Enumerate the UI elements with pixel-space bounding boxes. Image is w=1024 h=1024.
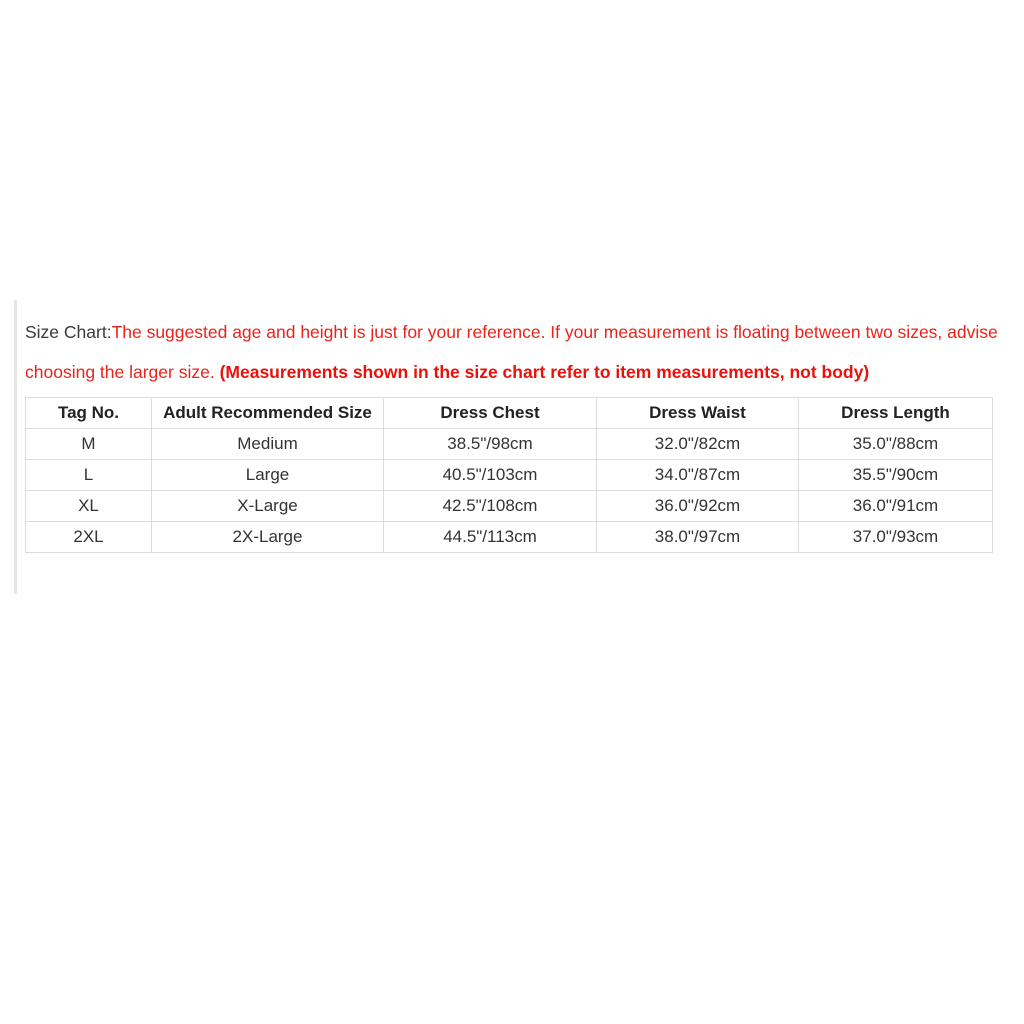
cell-recommended-size: Medium xyxy=(152,429,384,460)
cell-tag-no: 2XL xyxy=(26,522,152,553)
left-border-line xyxy=(14,300,17,594)
cell-dress-chest: 40.5"/103cm xyxy=(384,460,597,491)
table-row xyxy=(26,460,993,491)
table-row xyxy=(26,522,993,553)
table-row xyxy=(26,429,993,460)
cell-recommended-size: Large xyxy=(152,460,384,491)
notice-text: The suggested age and height is just for your reference. If your measurement is floating between two sizes, advise choosing the larger size. xyxy=(25,322,998,382)
cell-dress-length: 37.0"/93cm xyxy=(799,522,993,553)
cell-dress-waist: 32.0"/82cm xyxy=(597,429,799,460)
cell-dress-waist: 36.0"/92cm xyxy=(597,491,799,522)
cell-dress-chest: 38.5"/98cm xyxy=(384,429,597,460)
size-chart-notice xyxy=(25,312,1005,392)
cell-dress-chest: 42.5"/108cm xyxy=(384,491,597,522)
header-tag-no: Tag No. xyxy=(26,398,152,429)
cell-dress-length: 35.0"/88cm xyxy=(799,429,993,460)
cell-dress-chest: 44.5"/113cm xyxy=(384,522,597,553)
cell-dress-waist: 34.0"/87cm xyxy=(597,460,799,491)
cell-dress-waist: 38.0"/97cm xyxy=(597,522,799,553)
cell-dress-length: 36.0"/91cm xyxy=(799,491,993,522)
cell-tag-no: M xyxy=(26,429,152,460)
cell-dress-length: 35.5"/90cm xyxy=(799,460,993,491)
notice-disclaimer: (Measurements shown in the size chart refer to item measurements, not body) xyxy=(219,362,870,382)
cell-recommended-size: X-Large xyxy=(152,491,384,522)
notice-lead: Size Chart: xyxy=(25,322,112,342)
cell-tag-no: XL xyxy=(26,491,152,522)
cell-tag-no: L xyxy=(26,460,152,491)
header-adult-recommended-size: Adult Recommended Size xyxy=(152,398,384,429)
table-row xyxy=(26,491,993,522)
size-chart-table xyxy=(25,397,993,553)
table-header-row xyxy=(26,398,993,429)
header-dress-waist: Dress Waist xyxy=(597,398,799,429)
header-dress-chest: Dress Chest xyxy=(384,398,597,429)
header-dress-length: Dress Length xyxy=(799,398,993,429)
cell-recommended-size: 2X-Large xyxy=(152,522,384,553)
